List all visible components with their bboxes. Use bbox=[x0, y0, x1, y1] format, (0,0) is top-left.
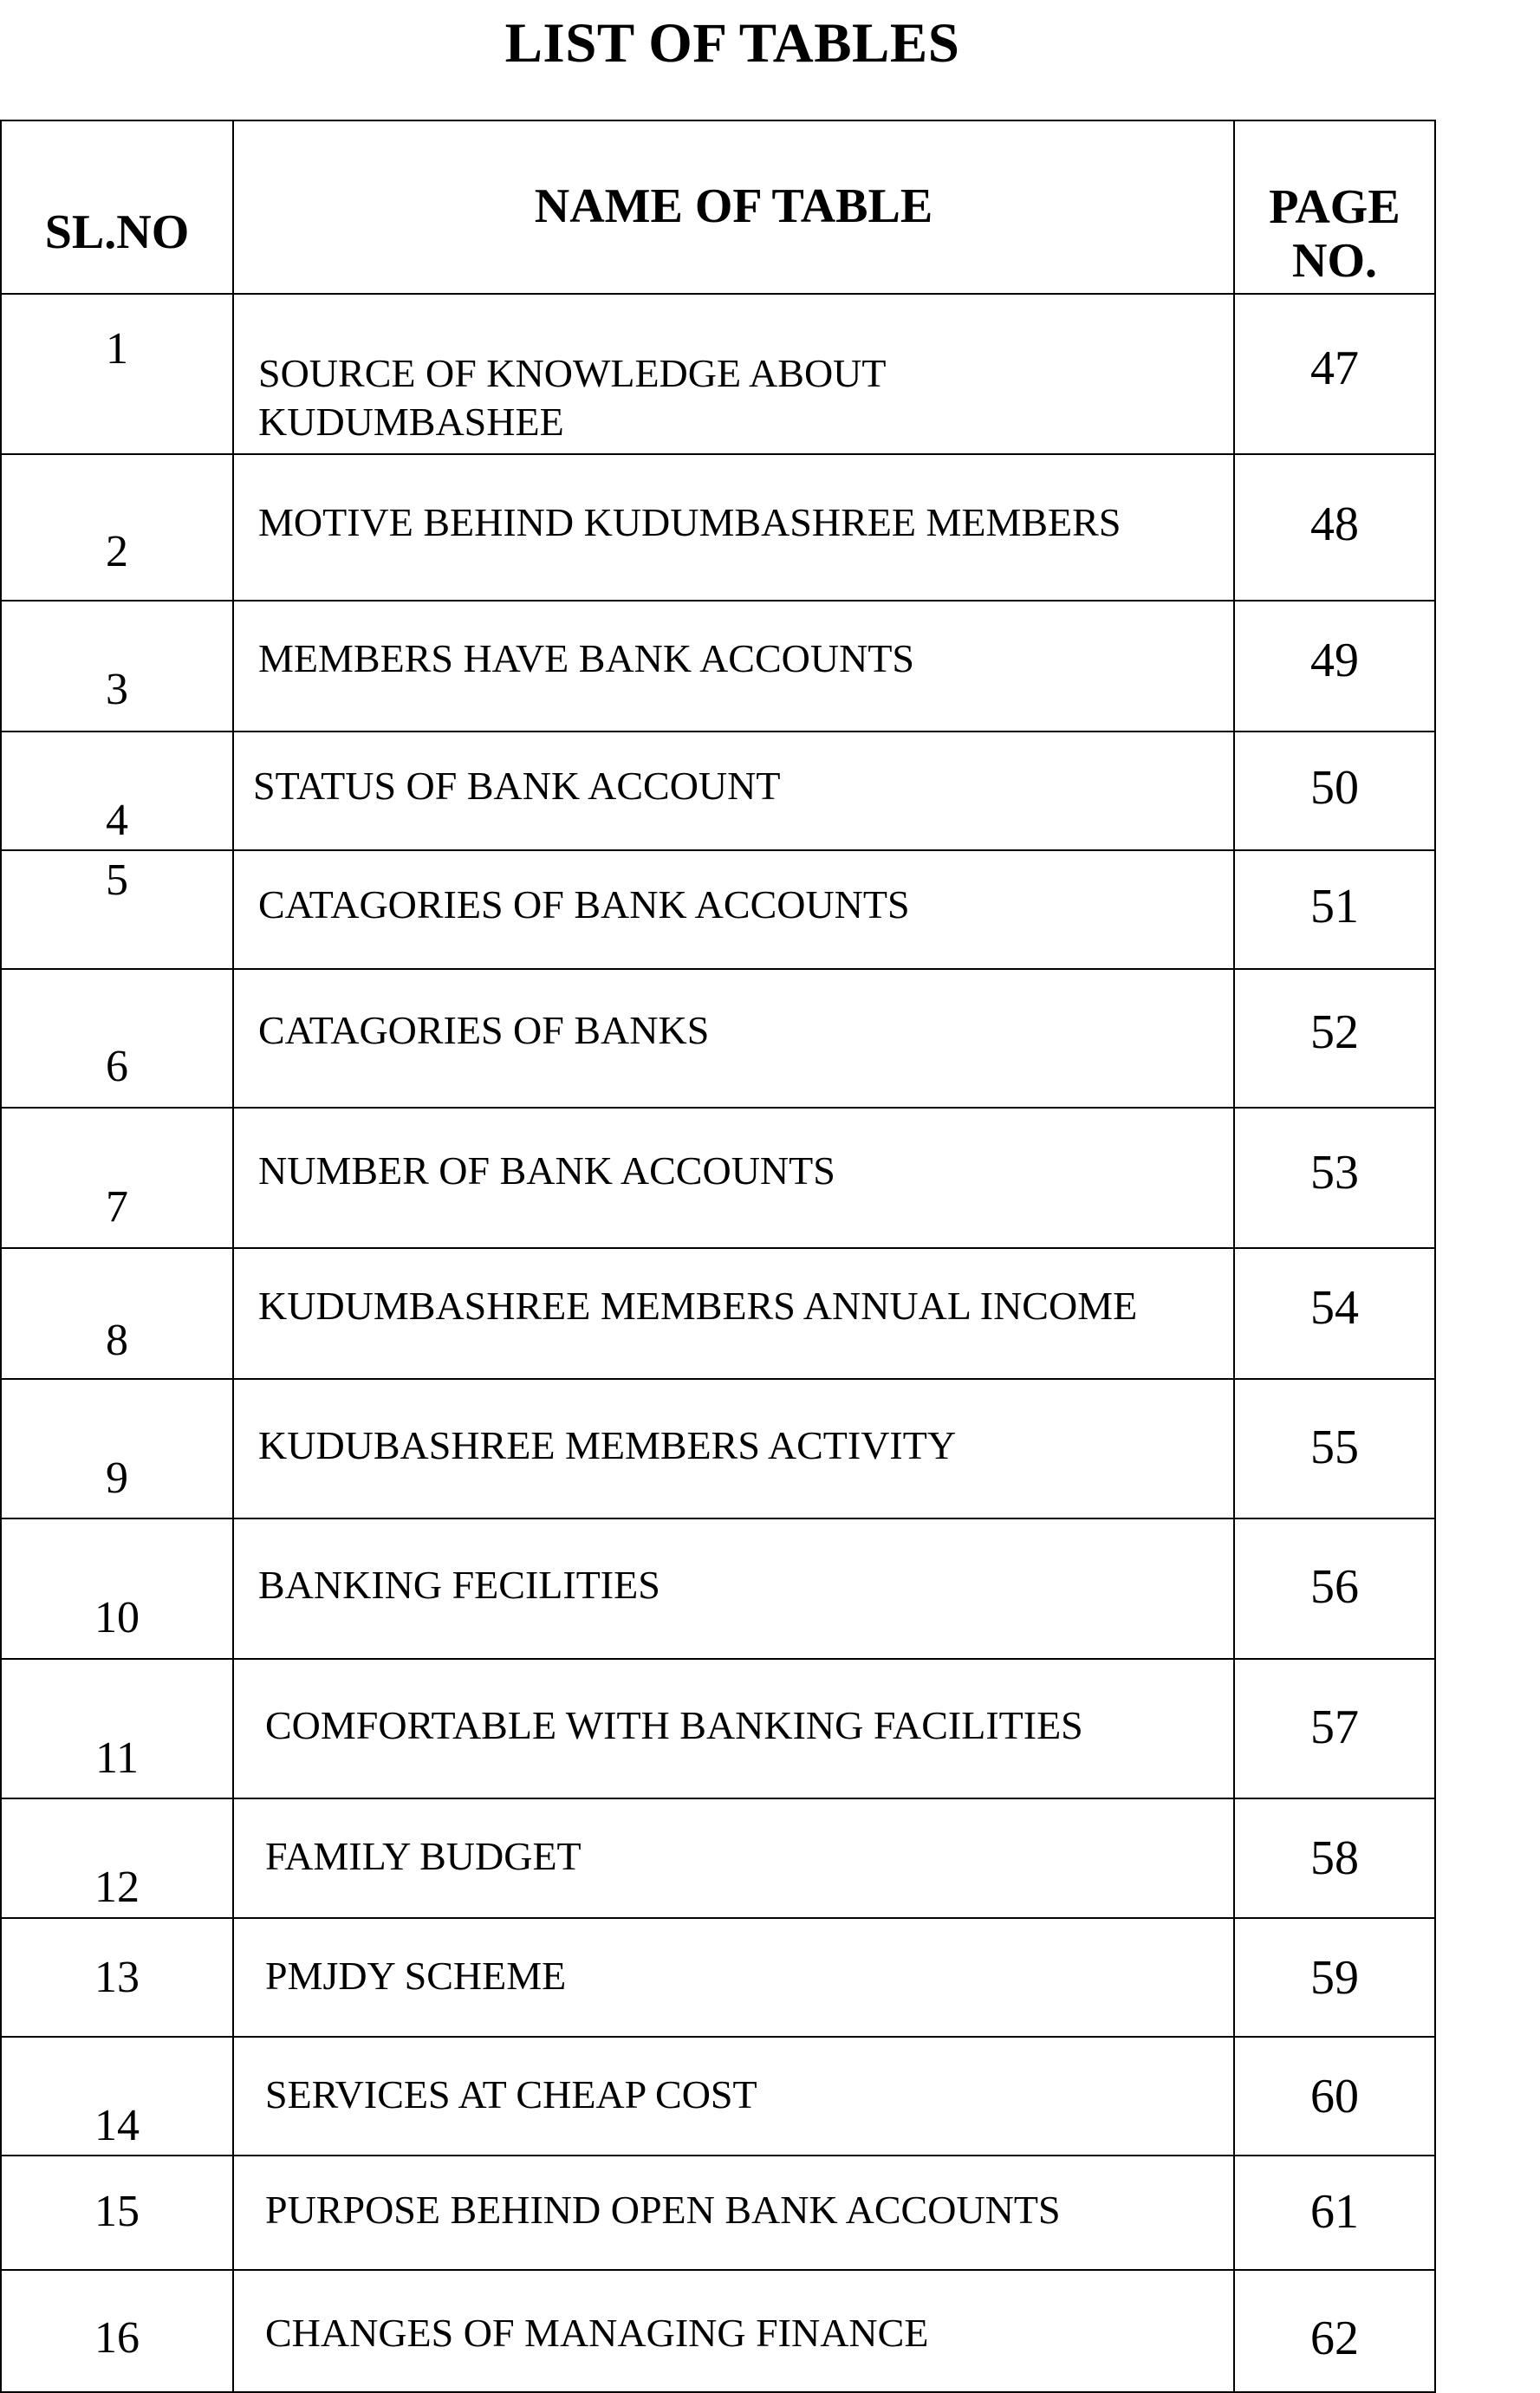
table-row bbox=[1, 969, 1435, 1109]
sl-cell bbox=[1, 454, 233, 601]
page-number: 62 bbox=[1310, 2312, 1359, 2366]
table-row bbox=[1, 1918, 1435, 2037]
page-number: 52 bbox=[1310, 1005, 1359, 1059]
page-number: 53 bbox=[1310, 1146, 1359, 1200]
sl-cell bbox=[1, 1248, 233, 1379]
table-row bbox=[1, 732, 1435, 850]
sl-cell bbox=[1, 2270, 233, 2392]
sl-cell bbox=[1, 2156, 233, 2270]
table-name: MEMBERS HAVE BANK ACCOUNTS bbox=[258, 636, 915, 681]
sl-cell bbox=[1, 850, 233, 969]
table-row bbox=[1, 601, 1435, 732]
table-name: KUDUMBASHREE MEMBERS ANNUAL INCOME bbox=[258, 1284, 1138, 1329]
table-name: NUMBER OF BANK ACCOUNTS bbox=[258, 1148, 835, 1193]
name-cell bbox=[233, 2037, 1234, 2156]
page-cell bbox=[1234, 969, 1435, 1109]
sl-number: 6 bbox=[106, 1041, 128, 1091]
page-cell bbox=[1234, 1379, 1435, 1518]
sl-number: 5 bbox=[106, 855, 128, 905]
name-header bbox=[233, 120, 1234, 294]
name-cell bbox=[233, 1659, 1234, 1798]
page-cell bbox=[1234, 601, 1435, 732]
table-row bbox=[1, 1248, 1435, 1379]
sl-no-header-label: SL.NO bbox=[44, 205, 190, 259]
sl-cell bbox=[1, 1518, 233, 1659]
table-name bbox=[258, 349, 1225, 446]
sl-cell bbox=[1, 1659, 233, 1798]
page-cell bbox=[1234, 1518, 1435, 1659]
page-cell bbox=[1234, 2037, 1435, 2156]
name-cell bbox=[233, 1108, 1234, 1248]
sl-number: 9 bbox=[106, 1453, 128, 1504]
name-cell bbox=[233, 850, 1234, 969]
sl-cell bbox=[1, 969, 233, 1109]
sl-number: 2 bbox=[106, 527, 128, 577]
page-number: 61 bbox=[1310, 2185, 1359, 2240]
sl-number: 3 bbox=[106, 665, 128, 715]
table-row bbox=[1, 2156, 1435, 2270]
page-cell bbox=[1234, 2270, 1435, 2392]
page-cell bbox=[1234, 1659, 1435, 1798]
name-header-label: NAME OF TABLE bbox=[534, 179, 933, 233]
table-name: FAMILY BUDGET bbox=[265, 1833, 582, 1878]
name-cell bbox=[233, 732, 1234, 850]
sl-number: 12 bbox=[94, 1862, 140, 1912]
sl-cell bbox=[1, 1918, 233, 2037]
page-number: 58 bbox=[1310, 1831, 1359, 1885]
table-name: KUDUBASHREE MEMBERS ACTIVITY bbox=[258, 1423, 957, 1468]
name-cell bbox=[233, 454, 1234, 601]
page-cell bbox=[1234, 1108, 1435, 1248]
table-name-line2: KUDUMBASHEE bbox=[258, 400, 564, 445]
page-no-header-line2: NO. bbox=[1292, 234, 1377, 288]
name-cell bbox=[233, 1248, 1234, 1379]
table-name: CATAGORIES OF BANKS bbox=[258, 1007, 710, 1052]
sl-number: 8 bbox=[106, 1316, 128, 1366]
name-cell bbox=[233, 1379, 1234, 1518]
sl-cell bbox=[1, 1798, 233, 1918]
table-row bbox=[1, 2270, 1435, 2392]
table-name: STATUS OF BANK ACCOUNT bbox=[253, 764, 781, 808]
name-cell bbox=[233, 2156, 1234, 2270]
sl-cell bbox=[1, 294, 233, 454]
page-number: 54 bbox=[1310, 1281, 1359, 1336]
sl-number: 10 bbox=[94, 1593, 140, 1643]
sl-number: 13 bbox=[94, 1952, 140, 2002]
page-cell bbox=[1234, 1918, 1435, 2037]
sl-no-header bbox=[1, 120, 233, 294]
name-cell bbox=[233, 969, 1234, 1109]
table-row bbox=[1, 1659, 1435, 1798]
page-cell bbox=[1234, 850, 1435, 969]
table-row bbox=[1, 1379, 1435, 1518]
table-row bbox=[1, 294, 1435, 454]
table-name: COMFORTABLE WITH BANKING FACILITIES bbox=[265, 1703, 1083, 1748]
table-name: SERVICES AT CHEAP COST bbox=[265, 2071, 757, 2117]
table-header-row bbox=[1, 120, 1435, 294]
page-cell bbox=[1234, 294, 1435, 454]
table-row bbox=[1, 2037, 1435, 2156]
page-number: 50 bbox=[1310, 761, 1359, 815]
table-name: CHANGES OF MANAGING FINANCE bbox=[265, 2311, 929, 2356]
table-row bbox=[1, 454, 1435, 601]
sl-cell bbox=[1, 1379, 233, 1518]
sl-number: 15 bbox=[94, 2187, 140, 2237]
sl-number: 1 bbox=[106, 324, 128, 374]
sl-cell bbox=[1, 2037, 233, 2156]
table-name: BANKING FECILITIES bbox=[258, 1563, 660, 1608]
table-name: PURPOSE BEHIND OPEN BANK ACCOUNTS bbox=[265, 2188, 1061, 2233]
sl-cell bbox=[1, 732, 233, 850]
sl-cell bbox=[1, 601, 233, 732]
page-cell bbox=[1234, 1248, 1435, 1379]
sl-number: 11 bbox=[94, 1733, 140, 1784]
name-cell bbox=[233, 1798, 1234, 1918]
page-cell bbox=[1234, 732, 1435, 850]
page-number: 57 bbox=[1310, 1700, 1359, 1755]
name-cell bbox=[233, 1918, 1234, 2037]
page-number: 60 bbox=[1310, 2069, 1359, 2123]
sl-number: 7 bbox=[106, 1182, 128, 1232]
page-number: 51 bbox=[1310, 879, 1359, 933]
page-number: 55 bbox=[1310, 1421, 1359, 1475]
page-number: 49 bbox=[1310, 634, 1359, 688]
table-name-line1: SOURCE OF KNOWLEDGE ABOUT bbox=[258, 351, 887, 396]
table-row bbox=[1, 1798, 1435, 1918]
sl-number: 14 bbox=[94, 2100, 140, 2150]
list-of-tables bbox=[0, 120, 1436, 2393]
page-cell bbox=[1234, 2156, 1435, 2270]
page-cell bbox=[1234, 1798, 1435, 1918]
sl-cell bbox=[1, 1108, 233, 1248]
page-number: 59 bbox=[1310, 1950, 1359, 2005]
name-cell bbox=[233, 601, 1234, 732]
page-no-header-label bbox=[1235, 180, 1434, 288]
table-name: MOTIVE BEHIND KUDUMBASHREE MEMBERS bbox=[258, 500, 1121, 545]
page-cell bbox=[1234, 454, 1435, 601]
table-name: CATAGORIES OF BANK ACCOUNTS bbox=[258, 881, 910, 927]
table-row bbox=[1, 1108, 1435, 1248]
page-no-header-line1: PAGE bbox=[1269, 180, 1400, 234]
name-cell bbox=[233, 1518, 1234, 1659]
page-number: 48 bbox=[1310, 497, 1359, 552]
page-number: 47 bbox=[1310, 341, 1359, 396]
table-name: PMJDY SCHEME bbox=[265, 1953, 567, 1998]
sl-number: 16 bbox=[94, 2313, 140, 2364]
page-no-header bbox=[1234, 120, 1435, 294]
table-row bbox=[1, 1518, 1435, 1659]
table-row bbox=[1, 850, 1435, 969]
sl-number: 4 bbox=[106, 796, 128, 845]
name-cell bbox=[233, 294, 1234, 454]
name-cell bbox=[233, 2270, 1234, 2392]
page-number: 56 bbox=[1310, 1560, 1359, 1615]
page-title: LIST OF TABLES bbox=[504, 12, 960, 75]
